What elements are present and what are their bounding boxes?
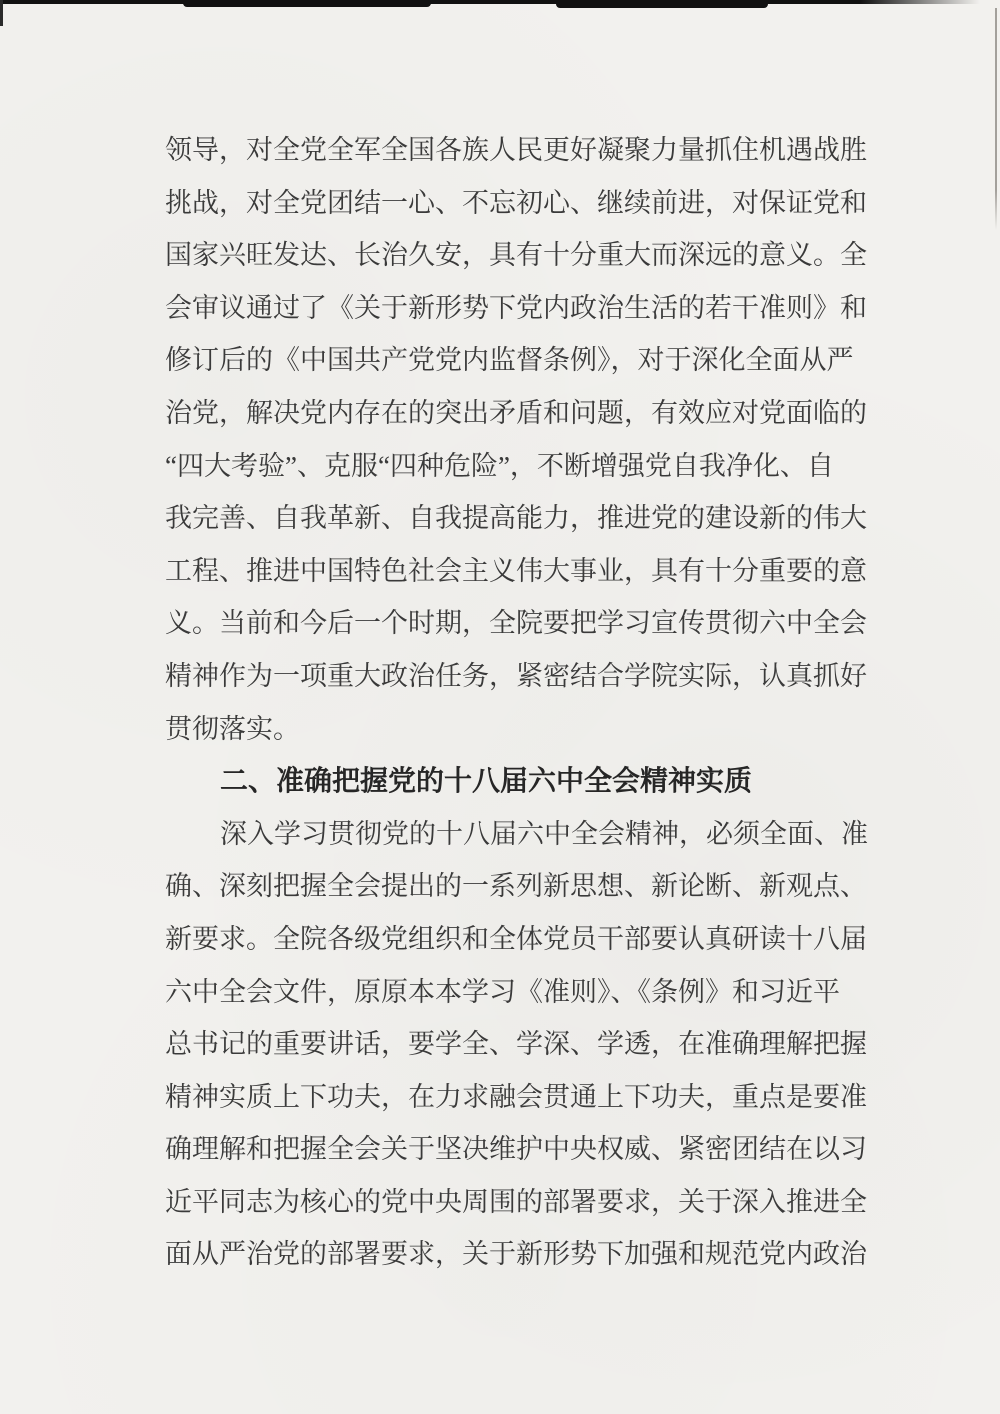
text-line: 会审议通过了《关于新形势下党内政治生活的若干准则》和	[165, 292, 867, 323]
document-text	[165, 124, 868, 1281]
section-heading: 二、准确把握党的十八届六中全会精神实质	[220, 765, 753, 797]
text-line: 修订后的《中国共产党党内监督条例》，对于深化全面从严	[165, 345, 854, 376]
scan-right-edge-artifact	[995, 8, 997, 230]
text-line: 新要求。全院各级党组织和全体党员干部要认真研读十八届	[165, 923, 867, 954]
text-line: “四大考验”、克服“四种危险”，不断增强党自我净化、自	[165, 450, 834, 481]
text-line: 确理解和把握全会关于坚决维护中央权威、紧密团结在以习	[165, 1134, 867, 1165]
text-line: 精神实质上下功夫，在力求融会贯通上下功夫，重点是要准	[165, 1081, 867, 1112]
scan-top-edge-artifact	[0, 0, 1000, 4]
text-line: 挑战，对全党团结一心、不忘初心、继续前进，对保证党和	[165, 187, 867, 218]
text-line: 总书记的重要讲话，要学全、学深、学透，在准确理解把握	[165, 1029, 867, 1060]
text-line: 贯彻落实。	[165, 713, 300, 744]
text-line: 精神作为一项重大政治任务，紧密结合学院实际，认真抓好	[165, 660, 867, 691]
text-line: 深入学习贯彻党的十八届六中全会精神，必须全面、准	[220, 818, 868, 849]
text-line: 义。当前和今后一个时期，全院要把学习宣传贯彻六中全会	[165, 608, 867, 639]
text-line: 面从严治党的部署要求，关于新形势下加强和规范党内政治	[165, 1239, 867, 1270]
text-line: 领导，对全党全军全国各族人民更好凝聚力量抓住机遇战胜	[165, 135, 867, 165]
scan-corner-artifact	[0, 0, 3, 26]
text-line: 六中全会文件，原原本本学习《准则》、《条例》和习近平	[165, 976, 840, 1007]
text-line: 我完善、自我革新、自我提高能力，推进党的建设新的伟大	[165, 503, 867, 534]
text-line: 国家兴旺发达、长治久安，具有十分重大而深远的意义。全	[165, 240, 867, 271]
text-line: 近平同志为核心的党中央周围的部署要求，关于深入推进全	[165, 1186, 867, 1217]
text-line: 确、深刻把握全会提出的一系列新思想、新论断、新观点、	[165, 871, 867, 902]
text-line: 工程、推进中国特色社会主义伟大事业，具有十分重要的意	[165, 555, 867, 586]
text-line: 治党，解决党内存在的突出矛盾和问题，有效应对党面临的	[165, 397, 867, 428]
